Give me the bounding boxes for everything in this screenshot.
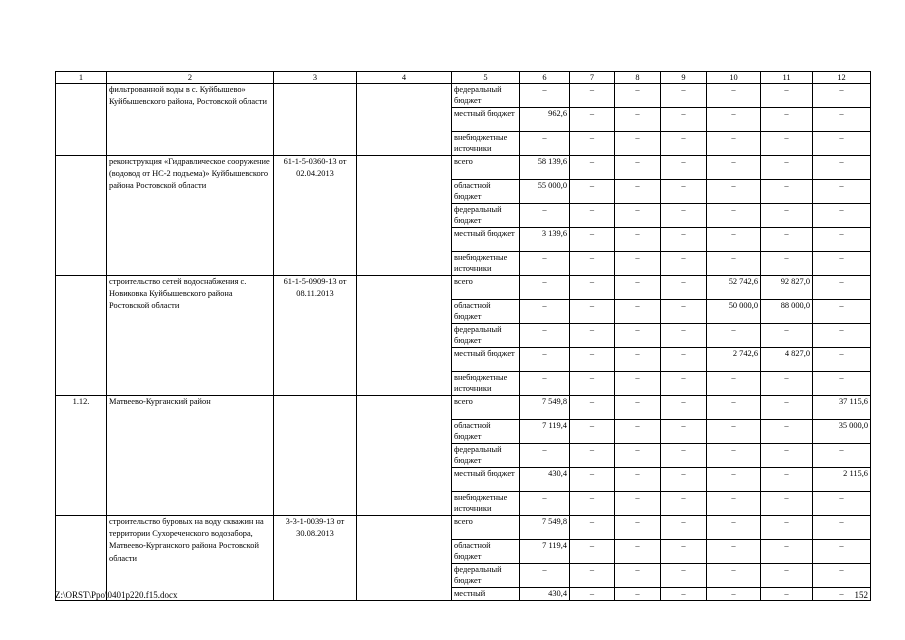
table-row (56, 396, 871, 420)
value-cell: – (570, 84, 615, 108)
value-cell: – (813, 204, 871, 228)
header-cell: 12 (813, 72, 871, 84)
value-cell: – (761, 444, 813, 468)
item-number-cell (56, 276, 107, 396)
table-row (56, 276, 871, 300)
value-cell: 58 139,6 (520, 156, 570, 180)
value-cell: – (761, 180, 813, 204)
value-cell: – (615, 540, 661, 564)
value-cell: – (520, 300, 570, 324)
value-cell: – (520, 324, 570, 348)
value-cell: – (615, 588, 661, 601)
value-cell: – (761, 564, 813, 588)
value-cell: – (813, 516, 871, 540)
value-cell: – (707, 132, 761, 156)
header-cell: 3 (274, 72, 357, 84)
funding-source-cell: федеральный бюджет (452, 84, 520, 108)
value-cell: 50 000,0 (707, 300, 761, 324)
value-cell: – (520, 132, 570, 156)
value-cell: – (615, 564, 661, 588)
value-cell: – (520, 348, 570, 372)
value-cell: – (520, 84, 570, 108)
value-cell: – (570, 396, 615, 420)
value-cell: – (615, 180, 661, 204)
value-cell: 88 000,0 (761, 300, 813, 324)
header-cell: 10 (707, 72, 761, 84)
page-number: 152 (854, 590, 868, 600)
value-cell: – (761, 396, 813, 420)
value-cell: – (661, 324, 707, 348)
funding-source-cell: местный бюджет (452, 348, 520, 372)
value-cell: – (615, 420, 661, 444)
value-cell: – (761, 156, 813, 180)
value-cell: – (761, 516, 813, 540)
project-name-cell: строительство сетей водоснабжения с. Новиковка Куйбышевского района Ростовской области (107, 276, 274, 396)
value-cell: – (615, 108, 661, 132)
value-cell: – (615, 132, 661, 156)
value-cell: – (661, 348, 707, 372)
funding-source-cell: федеральный бюджет (452, 324, 520, 348)
value-cell: – (761, 324, 813, 348)
header-cell: 1 (56, 72, 107, 84)
registration-cell: 3-3-1-0039-13 от 30.08.2013 (274, 516, 357, 601)
registration-cell: 61-1-5-0909-13 от 08.11.2013 (274, 276, 357, 396)
funding-source-cell: областной бюджет (452, 420, 520, 444)
value-cell: – (813, 276, 871, 300)
value-cell: – (615, 84, 661, 108)
value-cell: 7 549,8 (520, 396, 570, 420)
value-cell: – (570, 540, 615, 564)
header-cell: 8 (615, 72, 661, 84)
value-cell: – (707, 84, 761, 108)
value-cell: – (761, 132, 813, 156)
value-cell: – (707, 468, 761, 492)
value-cell: – (520, 492, 570, 516)
header-cell: 6 (520, 72, 570, 84)
value-cell: – (707, 444, 761, 468)
value-cell: – (615, 204, 661, 228)
value-cell: – (615, 252, 661, 276)
funding-source-cell: внебюджетные источники (452, 132, 520, 156)
value-cell: – (761, 420, 813, 444)
value-cell: – (761, 204, 813, 228)
value-cell: 2 115,6 (813, 468, 871, 492)
value-cell: 962,6 (520, 108, 570, 132)
value-cell: – (615, 492, 661, 516)
value-cell: – (661, 204, 707, 228)
funding-source-cell: федеральный бюджет (452, 444, 520, 468)
value-cell: – (570, 372, 615, 396)
value-cell: – (813, 252, 871, 276)
value-cell: – (615, 396, 661, 420)
project-name-cell: фильтрованной воды в с. Куйбышево» Куйбышевского района, Ростовской области (107, 84, 274, 156)
value-cell: – (707, 420, 761, 444)
value-cell: – (661, 372, 707, 396)
value-cell: – (707, 108, 761, 132)
value-cell: – (570, 324, 615, 348)
value-cell: – (661, 516, 707, 540)
value-cell: – (520, 444, 570, 468)
value-cell: – (813, 228, 871, 252)
value-cell: – (761, 540, 813, 564)
value-cell: – (661, 300, 707, 324)
header-cell: 7 (570, 72, 615, 84)
table-header-row (56, 72, 871, 84)
value-cell: – (661, 276, 707, 300)
value-cell: – (661, 252, 707, 276)
funding-source-cell: областной бюджет (452, 300, 520, 324)
value-cell: – (570, 348, 615, 372)
value-cell: – (615, 324, 661, 348)
value-cell: – (570, 588, 615, 601)
funding-source-cell: федеральный бюджет (452, 564, 520, 588)
value-cell: – (707, 396, 761, 420)
value-cell: – (520, 564, 570, 588)
value-cell: – (707, 492, 761, 516)
value-cell: – (707, 564, 761, 588)
value-cell: – (661, 444, 707, 468)
value-cell: – (761, 84, 813, 108)
value-cell: – (615, 156, 661, 180)
value-cell: – (813, 492, 871, 516)
value-cell: – (813, 156, 871, 180)
value-cell: 7 549,8 (520, 516, 570, 540)
value-cell: – (661, 564, 707, 588)
value-cell: – (570, 492, 615, 516)
registration-cell (274, 396, 357, 516)
value-cell: 3 139,6 (520, 228, 570, 252)
value-cell: – (570, 300, 615, 324)
column-4-cell (357, 516, 452, 601)
item-number-cell: 1.12. (56, 396, 107, 516)
funding-source-cell: областной бюджет (452, 540, 520, 564)
value-cell: – (761, 228, 813, 252)
value-cell: 7 119,4 (520, 420, 570, 444)
value-cell: – (813, 84, 871, 108)
funding-source-cell: внебюджетные источники (452, 252, 520, 276)
value-cell: – (813, 324, 871, 348)
value-cell: – (661, 420, 707, 444)
value-cell: 430,4 (520, 588, 570, 601)
column-4-cell (357, 396, 452, 516)
project-name-cell: реконструкция «Гидравлическое сооружение (водовод от НС-2 подъема)» Куйбышевского района Ростовской области (107, 156, 274, 276)
value-cell: – (813, 540, 871, 564)
project-name-cell: Матвеево-Курганский район (107, 396, 274, 516)
value-cell: – (813, 348, 871, 372)
funding-source-cell: всего (452, 276, 520, 300)
item-number-cell (56, 516, 107, 601)
table-row (56, 84, 871, 108)
project-name-cell: строительство буровых на воду скважин на территории Сухореченского водозабора, Матвеево-Курганского района Ростовской области (107, 516, 274, 601)
value-cell: 92 827,0 (761, 276, 813, 300)
value-cell: – (707, 516, 761, 540)
funding-source-cell: местный бюджет (452, 468, 520, 492)
value-cell: – (707, 204, 761, 228)
funding-source-cell: внебюджетные источники (452, 492, 520, 516)
value-cell: – (661, 492, 707, 516)
registration-cell (274, 84, 357, 156)
value-cell: 55 000,0 (520, 180, 570, 204)
funding-source-cell: местный бюджет (452, 228, 520, 252)
value-cell: – (615, 228, 661, 252)
footer-file-path: Z:\ORST\Ppo\0401p220.f15.docx (55, 590, 178, 600)
value-cell: – (707, 252, 761, 276)
column-4-cell (357, 276, 452, 396)
value-cell: – (813, 108, 871, 132)
value-cell: – (615, 300, 661, 324)
value-cell: – (761, 492, 813, 516)
funding-source-cell: местный (452, 588, 520, 601)
value-cell: – (661, 468, 707, 492)
value-cell: – (813, 180, 871, 204)
value-cell: – (761, 588, 813, 601)
value-cell: – (813, 588, 871, 601)
header-cell: 11 (761, 72, 813, 84)
value-cell: – (615, 444, 661, 468)
value-cell: – (661, 132, 707, 156)
value-cell: – (570, 204, 615, 228)
header-cell: 5 (452, 72, 520, 84)
funding-source-cell: всего (452, 516, 520, 540)
value-cell: – (813, 444, 871, 468)
value-cell: 35 000,0 (813, 420, 871, 444)
registration-cell: 61-1-5-0360-13 от 02.04.2013 (274, 156, 357, 276)
value-cell: – (661, 540, 707, 564)
item-number-cell (56, 156, 107, 276)
value-cell: – (570, 420, 615, 444)
value-cell: 4 827,0 (761, 348, 813, 372)
value-cell: 52 742,6 (707, 276, 761, 300)
value-cell: – (707, 588, 761, 601)
value-cell: – (761, 468, 813, 492)
header-cell: 4 (357, 72, 452, 84)
value-cell: – (570, 228, 615, 252)
value-cell: – (661, 588, 707, 601)
value-cell: – (570, 132, 615, 156)
column-4-cell (357, 156, 452, 276)
value-cell: 2 742,6 (707, 348, 761, 372)
value-cell: – (570, 108, 615, 132)
value-cell: – (813, 132, 871, 156)
value-cell: – (570, 156, 615, 180)
value-cell: – (707, 324, 761, 348)
value-cell: – (661, 228, 707, 252)
value-cell: – (661, 156, 707, 180)
value-cell: – (761, 108, 813, 132)
header-cell: 2 (107, 72, 274, 84)
value-cell: – (570, 468, 615, 492)
funding-source-cell: внебюджетные источники (452, 372, 520, 396)
value-cell: – (813, 564, 871, 588)
value-cell: 7 119,4 (520, 540, 570, 564)
value-cell: – (761, 252, 813, 276)
value-cell: – (520, 252, 570, 276)
value-cell: – (570, 276, 615, 300)
value-cell: – (615, 516, 661, 540)
value-cell: – (520, 276, 570, 300)
table-row (56, 516, 871, 540)
value-cell: – (707, 372, 761, 396)
header-cell: 9 (661, 72, 707, 84)
item-number-cell (56, 84, 107, 156)
funding-source-cell: всего (452, 156, 520, 180)
value-cell: 430,4 (520, 468, 570, 492)
value-cell: – (761, 372, 813, 396)
value-cell: – (813, 372, 871, 396)
table-row (56, 156, 871, 180)
funding-source-cell: всего (452, 396, 520, 420)
value-cell: – (707, 228, 761, 252)
value-cell: – (570, 180, 615, 204)
budget-table (55, 71, 871, 601)
column-4-cell (357, 84, 452, 156)
funding-source-cell: федеральный бюджет (452, 204, 520, 228)
value-cell: – (615, 276, 661, 300)
value-cell: – (615, 372, 661, 396)
value-cell: – (520, 204, 570, 228)
value-cell: – (707, 540, 761, 564)
value-cell: – (707, 156, 761, 180)
value-cell: – (570, 444, 615, 468)
funding-source-cell: местный бюджет (452, 108, 520, 132)
value-cell: – (661, 396, 707, 420)
value-cell: – (615, 468, 661, 492)
funding-source-cell: областной бюджет (452, 180, 520, 204)
value-cell: – (707, 180, 761, 204)
value-cell: – (520, 372, 570, 396)
value-cell: – (570, 252, 615, 276)
value-cell: – (661, 84, 707, 108)
value-cell: – (661, 108, 707, 132)
value-cell: – (570, 516, 615, 540)
value-cell: 37 115,6 (813, 396, 871, 420)
value-cell: – (570, 564, 615, 588)
value-cell: – (813, 300, 871, 324)
value-cell: – (615, 348, 661, 372)
value-cell: – (661, 180, 707, 204)
